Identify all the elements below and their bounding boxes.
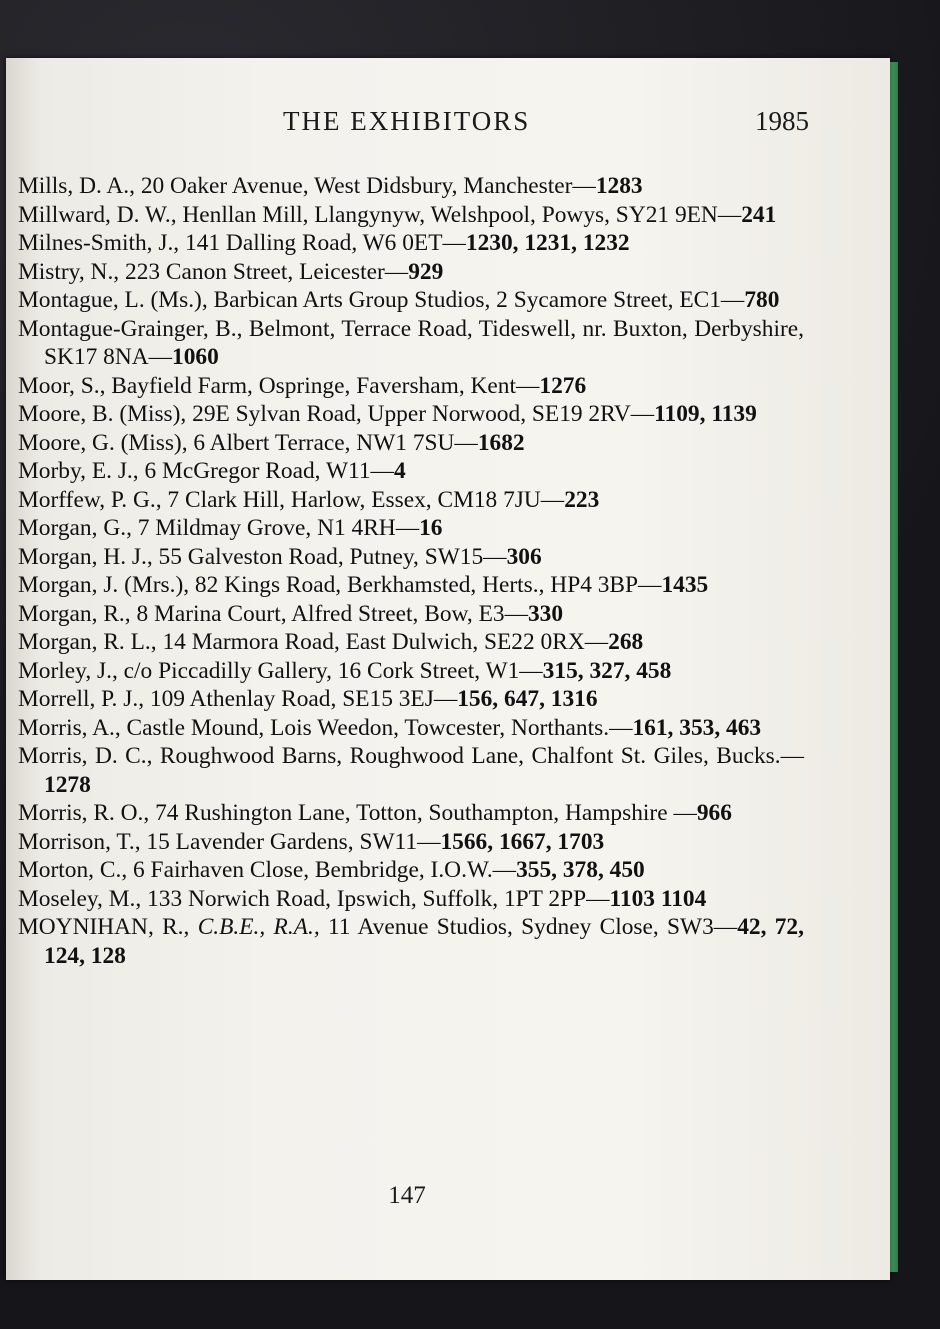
catalogue-numbers: 1682 <box>477 429 525 456</box>
list-item <box>18 799 804 828</box>
exhibitor-details: Milnes-Smith, J., 141 Dalling Road, W6 0ET— <box>18 230 466 256</box>
exhibitor-details: Morby, E. J., 6 McGregor Road, W11— <box>18 458 394 484</box>
exhibitor-details: Moore, G. (Miss), 6 Albert Terrace, NW1 7SU— <box>18 429 478 456</box>
list-item <box>18 201 804 230</box>
catalogue-numbers: 306 <box>506 543 542 570</box>
catalogue-numbers: 42, 72, 124, 128 <box>44 914 804 969</box>
exhibitor-details: Morrell, P. J., 109 Athenlay Road, SE15 3EJ— <box>18 686 458 712</box>
catalogue-numbers: 4 <box>393 458 406 484</box>
exhibitor-details: Morgan, R., 8 Marina Court, Alfred Street, Bow, E3— <box>18 600 528 627</box>
list-item <box>18 742 804 799</box>
catalogue-numbers: 780 <box>744 287 780 313</box>
running-header <box>0 106 940 140</box>
catalogue-numbers: 966 <box>696 800 732 826</box>
list-item <box>18 400 804 429</box>
exhibitor-details: Millward, D. W., Henllan Mill, Llangynyw, Welshpool, Powys, SY21 9EN— <box>18 201 742 228</box>
page-number: 147 <box>388 1182 426 1209</box>
exhibitor-details: Morris, D. C., Roughwood Barns, Roughwood Lane, Chalfont St. Giles, Bucks.— <box>18 743 804 769</box>
header-title: THE EXHIBITORS <box>283 106 531 136</box>
exhibitor-details: Mistry, N., 223 Canon Street, Leicester— <box>18 258 409 285</box>
list-item <box>18 628 804 657</box>
catalogue-numbers: 1060 <box>172 344 219 370</box>
exhibitor-details: Morton, C., 6 Fairhaven Close, Bembridge, I.O.W.— <box>18 857 517 883</box>
catalogue-numbers: 355, 378, 450 <box>516 857 645 883</box>
catalogue-numbers: 16 <box>419 515 443 541</box>
exhibitor-address: 11 Avenue Studios, Sydney Close, SW3— <box>327 914 738 940</box>
list-item <box>18 685 804 714</box>
list-item <box>18 543 804 572</box>
catalogue-numbers: 929 <box>408 258 444 285</box>
list-item <box>18 514 804 543</box>
list-item <box>18 286 804 315</box>
exhibitor-list <box>18 172 804 970</box>
list-item <box>18 315 804 372</box>
catalogue-numbers: 268 <box>608 629 644 655</box>
list-item <box>18 828 804 857</box>
list-item <box>18 885 804 914</box>
header-year: 1985 <box>755 106 809 136</box>
catalogue-numbers: 241 <box>741 201 777 228</box>
exhibitor-details: Mills, D. A., 20 Oaker Avenue, West Didsbury, Manchester— <box>18 173 596 199</box>
exhibitor-details: Moore, B. (Miss), 29E Sylvan Road, Upper Norwood, SE19 2RV— <box>18 401 655 427</box>
list-item <box>18 714 804 743</box>
catalogue-numbers: 1278 <box>44 771 91 798</box>
catalogue-numbers: 156, 647, 1316 <box>457 686 598 712</box>
catalogue-numbers: 1109, 1139 <box>654 401 757 427</box>
catalogue-numbers: 161, 353, 463 <box>632 714 762 741</box>
exhibitor-honours: C.B.E., R.A., <box>197 914 320 940</box>
list-item <box>18 486 804 515</box>
catalogue-numbers: 1276 <box>539 372 587 399</box>
exhibitor-details: Morgan, G., 7 Mildmay Grove, N1 4RH— <box>18 515 420 541</box>
catalogue-numbers: 330 <box>527 600 564 627</box>
catalogue-numbers: 315, 327, 458 <box>542 657 672 684</box>
list-item <box>18 571 804 600</box>
list-item <box>18 600 804 629</box>
list-item <box>18 229 804 258</box>
list-item <box>18 258 804 287</box>
list-item <box>18 172 804 201</box>
exhibitor-details: Montague, L. (Ms.), Barbican Arts Group Studios, 2 Sycamore Street, EC1— <box>18 287 745 313</box>
exhibitor-details: Morris, A., Castle Mound, Lois Weedon, Towcester, Northants.— <box>18 714 633 741</box>
exhibitor-details: Morris, R. O., 74 Rushington Lane, Totton, Southampton, Hampshire — <box>18 800 697 826</box>
list-item <box>18 429 804 458</box>
list-item <box>18 372 804 401</box>
exhibitor-details: Morgan, R. L., 14 Marmora Road, East Dulwich, SE22 0RX— <box>18 629 609 655</box>
exhibitor-details: Morley, J., c/o Piccadilly Gallery, 16 Cork Street, W1— <box>18 657 543 684</box>
exhibitor-details: Morgan, J. (Mrs.), 82 Kings Road, Berkhamsted, Herts., HP4 3BP— <box>18 572 662 598</box>
exhibitor-name: MOYNIHAN, R., <box>18 914 190 940</box>
exhibitor-details: Moor, S., Bayfield Farm, Ospringe, Faversham, Kent— <box>18 372 540 399</box>
exhibitor-details: Morgan, H. J., 55 Galveston Road, Putney, SW15— <box>18 543 507 570</box>
catalogue-numbers: 1230, 1231, 1232 <box>465 230 630 256</box>
catalogue-numbers: 1103 1104 <box>609 885 707 912</box>
catalogue-numbers: 1435 <box>661 572 709 598</box>
exhibitor-details: Moseley, M., 133 Norwich Road, Ipswich, Suffolk, 1PT 2PP— <box>18 885 610 912</box>
exhibitor-details: Morffew, P. G., 7 Clark Hill, Harlow, Essex, CM18 7JU— <box>18 486 565 513</box>
list-item <box>18 457 804 486</box>
exhibitor-details: Morrison, T., 15 Lavender Gardens, SW11— <box>18 828 441 855</box>
catalogue-numbers: 1283 <box>595 173 643 199</box>
catalogue-numbers: 1566, 1667, 1703 <box>440 828 605 855</box>
exhibitor-details: Montague-Grainger, B., Belmont, Terrace Road, Tideswell, nr. Buxton, Derbyshire, SK17 8NA— <box>18 315 804 370</box>
list-item <box>18 856 804 885</box>
list-item <box>18 657 804 686</box>
list-item <box>18 913 804 970</box>
catalogue-numbers: 223 <box>564 486 600 513</box>
